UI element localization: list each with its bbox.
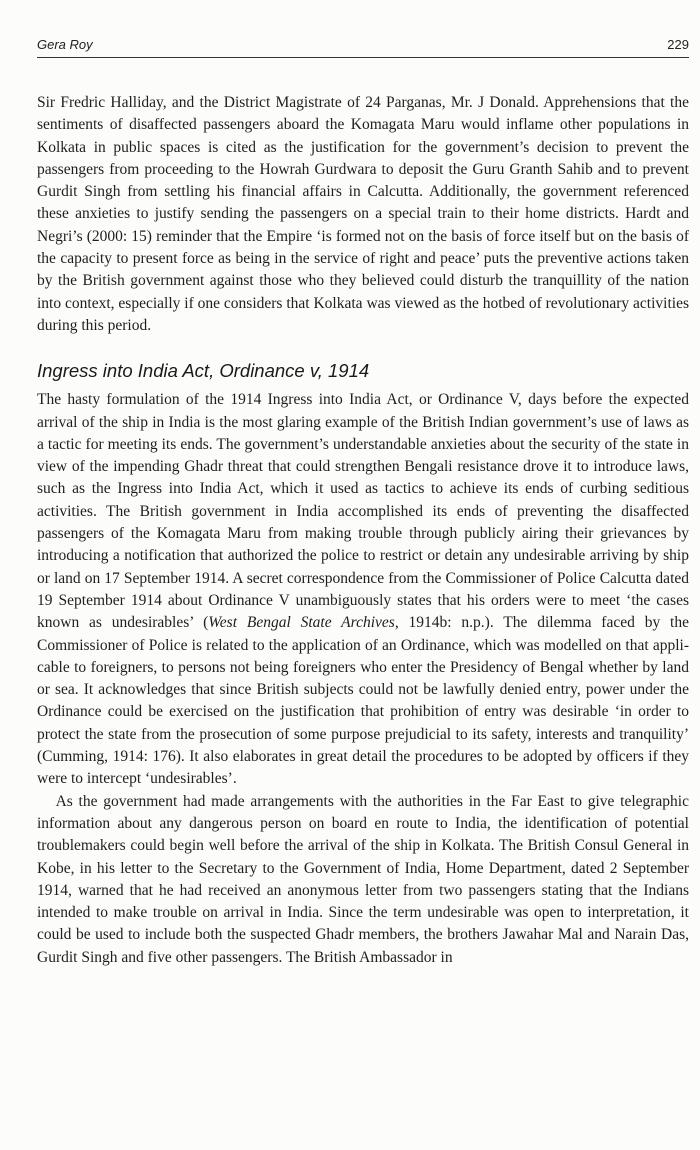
paragraph-ingress-act-part-1: The hasty formulation of the 1914 Ingress into India Act, or Ordinance V, days before the expected arrival of the ship in India is the most glaring example of the British Indian government’s use of laws as a tactic for meeting its ends. The government’s understandable anxieties about the security of the state in view of the impending Ghadr threat that could strengthen Bengali resistance drove it to introduce laws, such as the Ingress into India Act, which it used as tactics to achieve its ends of curbing seditious activities. The British government in India accomplished its ends of preventing the disaffected passengers of the Komagata Maru from making trouble through publicly airing their grievances by introducing a notification that authorized the police to restrict or detain any undesirable arriving by ship or land on 17 September 1914. A secret correspondence from the Commissioner of Police Calcutta dated 19 September 1914 about Ordinance V unambiguously states that his orders were to meet ‘the cases known as undesirables’ ( (37, 391, 689, 632)
paragraph-continued: Sir Fredric Halliday, and the District Magistrate of 24 Parganas, Mr. J Donald. Apprehensions that the sentiments of disaffected passengers aboard the Komagata Maru would inflame other populations in Kolkata in public spaces is cited as the justification for the government’s decision to prevent the passengers from proceeding to the Howrah Gurdwara to deposit the Guru Granth Sahib and to prevent Gurdit Singh from settling his financial affairs in Calcutta. Additionally, the government referenced these anxieties to justify sending the passengers on a special train to their home districts. Hardt and Negri’s (2000: 15) reminder that the Empire ‘is formed not on the basis of force itself but on the basis of the capacity to present force as being in the service of right and peace’ puts the preventive actions taken by the British government against those who they believed could disturb the tranquillity of the nation into context, especially if one considers that Kolkata was viewed as the hotbed of revolutionary activities during this period. (37, 94, 689, 334)
paragraph-ingress-act (37, 389, 689, 790)
running-head (37, 37, 689, 58)
page-number: 229 (667, 37, 689, 52)
paragraph-ingress-act-part-2: , 1914b: n.p.). The dilemma faced by the Commissioner of Police is related to the application of an Ordinance, which was modelled on that applicable to foreigners, to persons not being foreigners who enter the Presidency of Bengal whether by land or sea. It acknowledges that since British subjects could not be lawfully denied entry, power under the Ordinance could be exercised on the justification that prohibition of entry was desirable ‘in order to protect the state from the prosecution of some purpose prejudicial to its safety, interests and tranquility’ (Cumming, 1914: 176). It also elaborates in great detail the procedures to be adopted by officers if they were to intercept ‘undesirables’. (37, 614, 689, 788)
paragraph-telegraphic-info: As the government had made arrangements with the authorities in the Far East to give telegraphic information about any dangerous person on board en route to India, the identification of potential troublemakers could begin well before the arrival of the ship in Kolkata. The British Consul General in Kobe, in his letter to the Secretary to the Government of India, Home Department, dated 2 September 1914, warned that he had received an anonymous letter from two passengers stating that the Indians intended to make trouble on arrival in India. Since the term undesirable was open to interpretation, it could be used to include both the suspected Ghadr members, the brothers Jawahar Mal and Narain Das, Gurdit Singh and five other passengers. The British Ambassador in (37, 792, 689, 966)
archive-citation-title: West Bengal State Archives (208, 614, 395, 632)
body-text (37, 92, 689, 969)
running-head-author: Gera Roy (37, 37, 93, 52)
section-heading: Ingress into India Act, Ordinance v, 1914 (37, 360, 370, 382)
